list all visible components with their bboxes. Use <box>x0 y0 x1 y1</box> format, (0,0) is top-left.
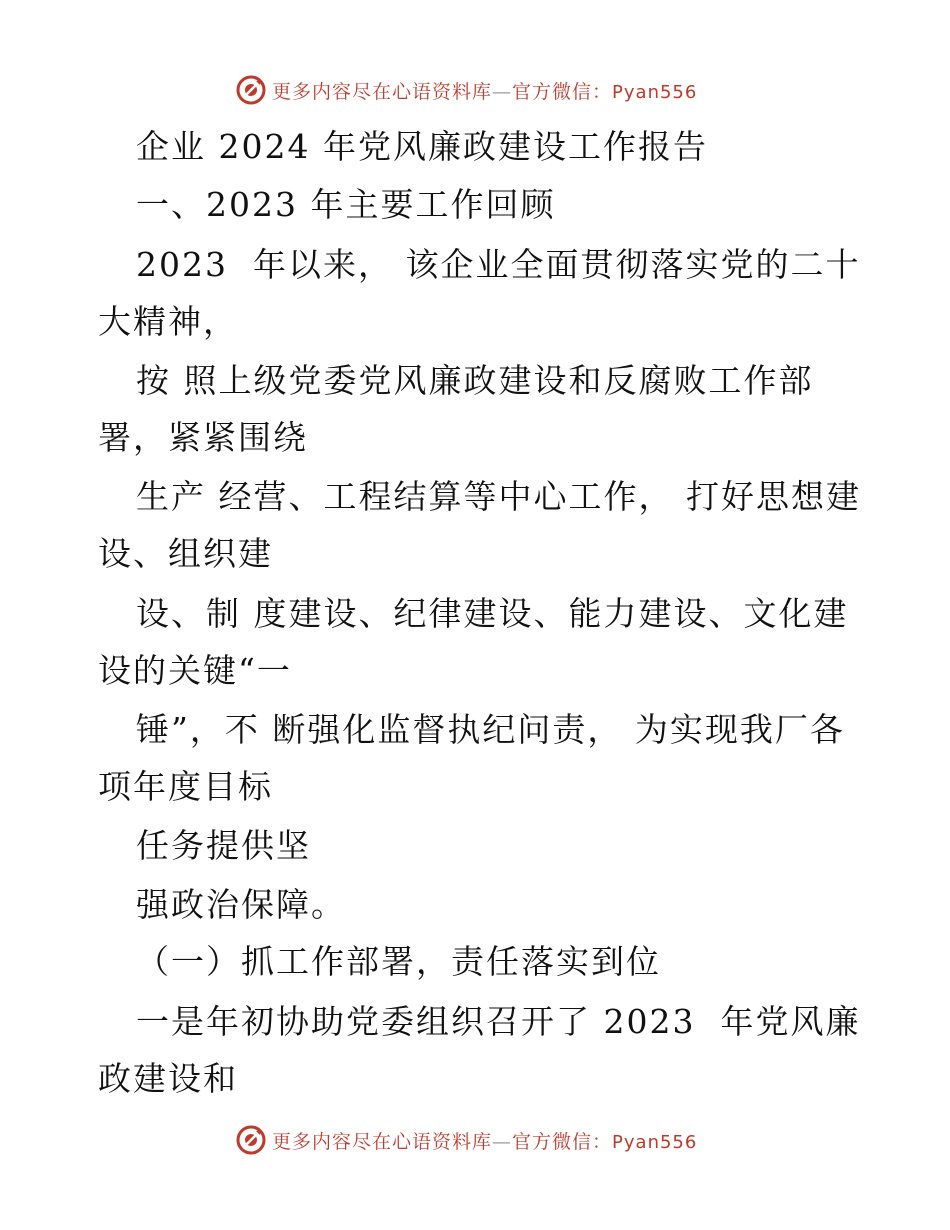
banner-text <box>272 77 697 104</box>
paragraph-line: 锤”，不 断强化监督执纪问责， 为实现我厂各 <box>136 710 845 749</box>
banner-wechat-id: Pyan556 <box>612 1131 698 1153</box>
paragraph-line: 政建设和 <box>98 1059 238 1098</box>
paragraph-line: 一是年初协助党委组织召开了 2023 年党风廉 <box>136 1002 861 1041</box>
banner-wechat-label: 官方微信： <box>512 1130 613 1153</box>
paragraph-line: 强政治保障。 <box>136 885 346 924</box>
banner-wechat-label: 官方微信： <box>512 80 613 103</box>
header-banner <box>236 70 736 110</box>
paragraph-line: 任务提供坚 <box>136 826 311 865</box>
section-heading: 一、2023 年主要工作回顾 <box>136 185 556 224</box>
document-title: 企业 2024 年党风廉政建设工作报告 <box>136 127 708 166</box>
paragraph-line: 项年度目标 <box>98 767 273 806</box>
banner-brand: 更多内容尽在心语资料库 <box>272 1130 493 1153</box>
paragraph-line: 按 照上级党委党风廉政建设和反腐败工作部 <box>136 361 814 400</box>
banner-brand: 更多内容尽在心语资料库 <box>272 80 493 103</box>
banner-text <box>272 1127 697 1154</box>
logo-icon <box>236 1125 266 1155</box>
paragraph-line: 大精神， <box>98 302 238 341</box>
paragraph-line: 设的关键“一 <box>98 651 292 690</box>
paragraph-line: 署，紧紧围绕 <box>98 418 308 457</box>
paragraph-line: 生产 经营、工程结算等中心工作， 打好思想建 <box>136 477 861 516</box>
paragraph-line: 2023 年以来， 该企业全面贯彻落实党的二十 <box>136 245 861 284</box>
logo-icon <box>236 75 266 105</box>
banner-separator: — <box>492 80 513 103</box>
subsection-heading: （一）抓工作部署，责任落实到位 <box>136 942 661 981</box>
banner-wechat-id: Pyan556 <box>612 81 698 103</box>
footer-banner <box>236 1120 736 1160</box>
paragraph-line: 设、制 度建设、纪律建设、能力建设、文化建 <box>136 594 849 633</box>
paragraph-line: 设、组织建 <box>98 534 273 573</box>
banner-separator: — <box>492 1130 513 1153</box>
